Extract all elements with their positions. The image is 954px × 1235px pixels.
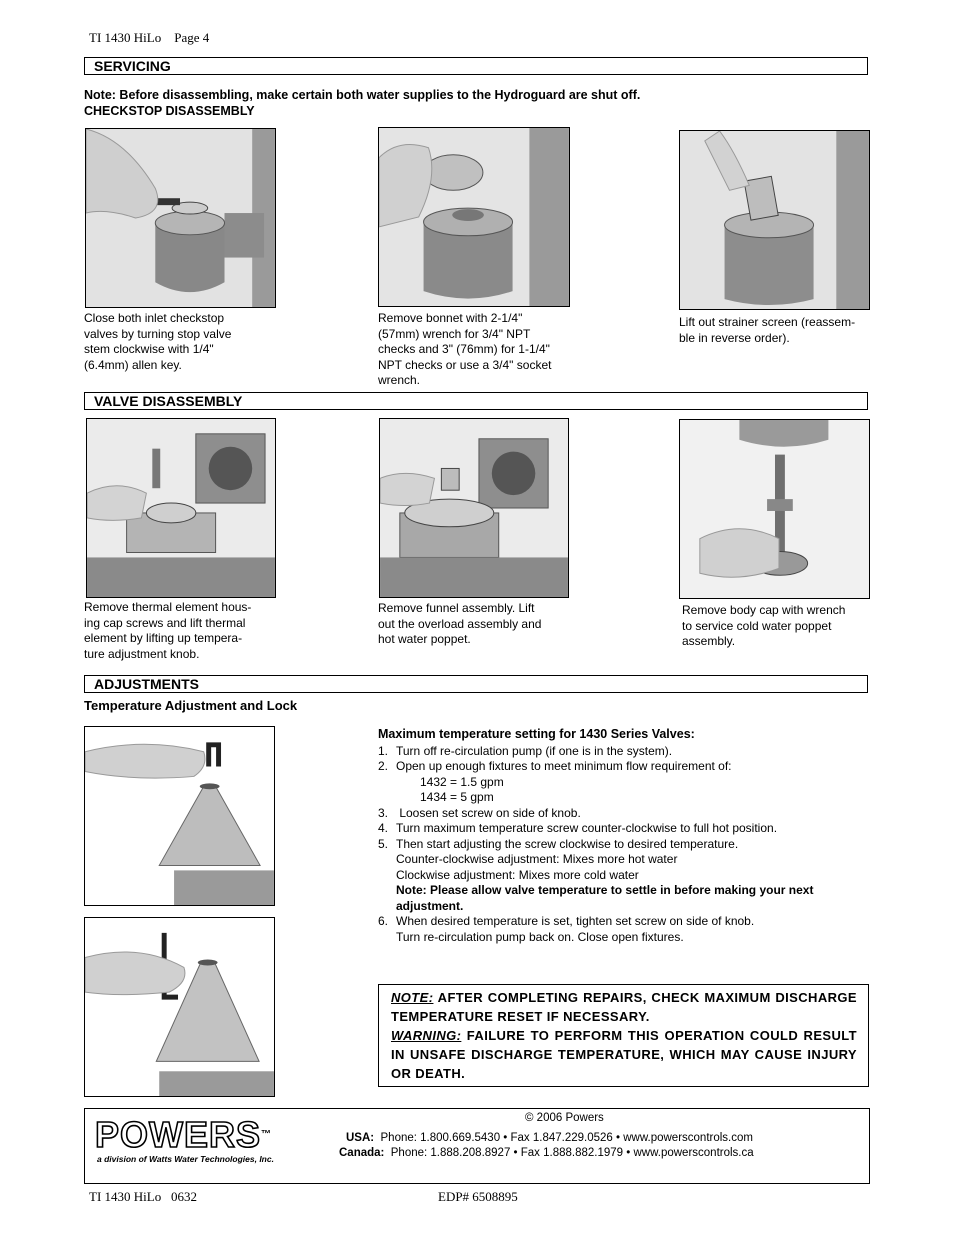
doc-id: TI 1430 HiLo <box>89 30 162 45</box>
caption-line: Lift out strainer screen (reassem- <box>679 315 856 329</box>
canada-contact <box>339 1147 754 1159</box>
valve-disassembly-heading: VALVE DISASSEMBLY <box>84 392 868 410</box>
servicing-heading: SERVICING <box>84 57 868 75</box>
photo-close-checkstop-illustration <box>86 129 275 307</box>
caption-line: Remove bonnet with 2-1/4" <box>378 311 523 325</box>
caption-line: Remove body cap with wrench <box>682 603 846 617</box>
step-number: 1. <box>378 743 389 758</box>
step-number: 4. <box>378 821 389 835</box>
usa-contact <box>346 1132 753 1144</box>
checkstop-subtitle: CHECKSTOP DISASSEMBLY <box>84 104 255 118</box>
step-2-flow-1432: 1432 = 1.5 gpm <box>420 774 504 789</box>
caption-line: wrench. <box>378 373 421 387</box>
photo-close-checkstop <box>85 128 276 308</box>
footer-doc-id: TI 1430 HiLo 0632 <box>89 1189 197 1204</box>
photo-adjust-knob-1-illustration <box>85 727 274 905</box>
photo-adjust-knob-2 <box>84 917 275 1097</box>
caption-strainer-screen <box>679 315 855 346</box>
steps-title: Maximum temperature setting for 1430 Series Valves: <box>378 727 695 741</box>
caption-line: ture adjustment knob. <box>84 646 200 661</box>
step-5 <box>378 837 868 853</box>
caption-line: Remove funnel assembly. Lift <box>378 601 535 615</box>
photo-funnel-assembly <box>379 418 569 598</box>
copyright: © 2006 Powers <box>525 1112 604 1124</box>
step-text: Then start adjusting the screw clockwise to desired temperature. <box>396 836 739 851</box>
caption-close-checkstop <box>84 311 231 373</box>
photo-remove-bonnet-illustration <box>379 128 569 306</box>
step-6-cont: Turn re-circulation pump back on. Close open fixtures. <box>396 929 684 944</box>
photo-thermal-element-illustration <box>87 419 275 597</box>
note-text: AFTER COMPLETING REPAIRS, CHECK MAXIMUM DISCHARGE TEMPERATURE RESET IF NECESSARY. <box>391 990 857 1024</box>
logo-text: POWERS <box>95 1114 262 1155</box>
usa-label: USA: <box>346 1132 375 1144</box>
caption-line: element by lifting up tempera- <box>84 631 243 645</box>
step-number: 5. <box>378 836 389 851</box>
step-text: Turn off re-circulation pump (if one is in the system). <box>396 743 673 758</box>
step-1 <box>378 744 868 760</box>
caption-line: (57mm) wrench for 3/4" NPT <box>378 326 531 341</box>
step-number: 2. <box>378 759 389 773</box>
footer-edp: EDP# 6508895 <box>438 1189 518 1204</box>
warning-text: FAILURE TO PERFORM THIS OPERATION COULD RESULT IN UNSAFE DISCHARGE TEMPERATURE, WHICH MAY CAUSE INJURY OR DEATH. <box>391 1028 857 1081</box>
photo-body-cap <box>679 419 870 599</box>
photo-thermal-element <box>86 418 276 598</box>
usa-details: Phone: 1.800.669.5430 • Fax 1.847.229.0526 • www.powerscontrols.com <box>380 1132 753 1144</box>
warning-box <box>378 984 869 1087</box>
servicing-note: Note: Before disassembling, make certain both water supplies to the Hydroguard are shut off. <box>84 88 641 102</box>
caption-line: NPT checks or use a 3/4" socket <box>378 357 552 372</box>
powers-logo <box>95 1114 273 1155</box>
step-number: 6. <box>378 914 389 928</box>
step-2-flow-1434: 1434 = 5 gpm <box>420 790 494 804</box>
step-6 <box>378 914 868 930</box>
caption-line: valves by turning stop valve <box>84 326 232 341</box>
step-4 <box>378 821 868 837</box>
warning-label: WARNING: <box>391 1028 462 1043</box>
page-number: Page 4 <box>174 30 210 45</box>
adjustments-heading: ADJUSTMENTS <box>84 675 868 693</box>
caption-line: hot water poppet. <box>378 632 471 646</box>
step-number: 3. <box>378 805 389 820</box>
canada-details: Phone: 1.888.208.8927 • Fax 1.888.882.1979 • www.powerscontrols.ca <box>390 1147 754 1159</box>
caption-funnel-assembly <box>378 601 541 648</box>
temperature-adjust-subtitle: Temperature Adjustment and Lock <box>84 698 298 713</box>
caption-line: Close both inlet checkstop <box>84 311 225 325</box>
step-5-note-cont: adjustment. <box>396 898 464 913</box>
step-5-clockwise: Clockwise adjustment: Mixes more cold water <box>396 867 639 882</box>
step-2 <box>378 759 868 775</box>
step-5-counter-clockwise: Counter-clockwise adjustment: Mixes more hot water <box>396 852 678 866</box>
step-3 <box>378 806 868 822</box>
step-text: Open up enough fixtures to meet minimum flow requirement of: <box>396 759 732 773</box>
caption-line: out the overload assembly and <box>378 616 542 631</box>
step-text: Turn maximum temperature screw counter-clockwise to full hot position. <box>396 821 778 835</box>
step-text: Loosen set screw on side of knob. <box>396 805 581 820</box>
photo-strainer-screen <box>679 130 870 310</box>
caption-body-cap <box>682 603 845 650</box>
page-header <box>89 30 209 46</box>
caption-remove-bonnet <box>378 311 551 389</box>
caption-line: assembly. <box>682 634 736 648</box>
photo-adjust-knob-2-illustration <box>85 918 274 1096</box>
photo-body-cap-illustration <box>680 420 869 598</box>
canada-label: Canada: <box>339 1147 385 1159</box>
note-label: NOTE: <box>391 990 434 1005</box>
caption-thermal-element <box>84 600 251 662</box>
footer-box <box>84 1108 870 1184</box>
caption-line: checks and 3" (76mm) for 1-1/4" <box>378 342 550 356</box>
division-text: a division of Watts Water Technologies, Inc. <box>97 1154 274 1164</box>
step-text: When desired temperature is set, tighten set screw on side of knob. <box>396 914 755 928</box>
photo-funnel-assembly-illustration <box>380 419 568 597</box>
step-5-note: Note: Please allow valve temperature to settle in before making your next <box>396 883 814 897</box>
photo-remove-bonnet <box>378 127 570 307</box>
caption-line: Remove thermal element hous- <box>84 600 252 614</box>
caption-line: to service cold water poppet <box>682 618 832 633</box>
temperature-steps <box>378 727 868 945</box>
caption-line: ing cap screws and lift thermal <box>84 615 246 630</box>
photo-adjust-knob-1 <box>84 726 275 906</box>
caption-line: ble in reverse order). <box>679 330 790 345</box>
caption-line: stem clockwise with 1/4" <box>84 342 214 356</box>
trademark-mark: ™ <box>261 1129 273 1140</box>
caption-line: (6.4mm) allen key. <box>84 357 182 372</box>
photo-strainer-screen-illustration <box>680 131 869 309</box>
